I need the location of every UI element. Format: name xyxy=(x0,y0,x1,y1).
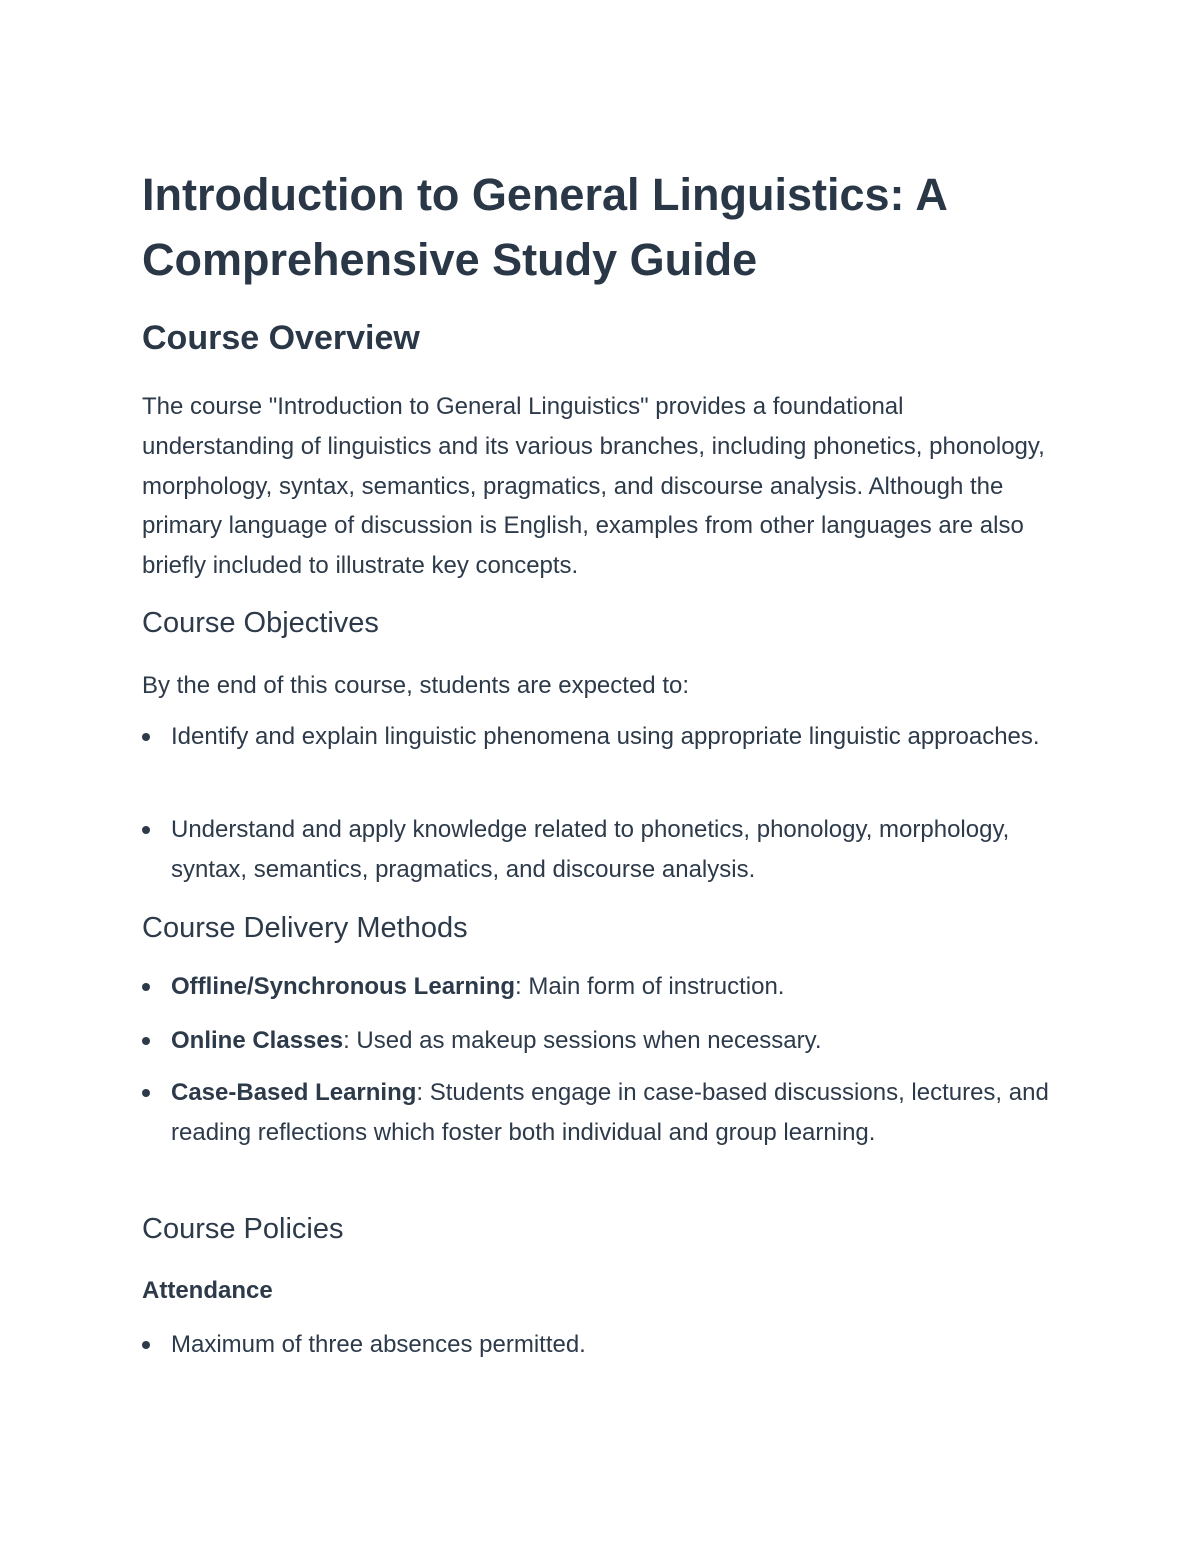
subheading-attendance: Attendance xyxy=(142,1277,273,1304)
bullet-icon xyxy=(142,1089,150,1097)
section-heading-overview: Course Overview xyxy=(142,319,420,357)
delivery-item-label: Offline/Synchronous Learning xyxy=(171,973,516,1000)
list-item xyxy=(142,1021,1052,1061)
list-item xyxy=(142,1325,1052,1365)
bullet-icon xyxy=(142,826,150,834)
objectives-intro: By the end of this course, students are expected to: xyxy=(142,672,689,699)
list-item xyxy=(142,810,1052,890)
section-heading-delivery: Course Delivery Methods xyxy=(142,912,468,944)
bullet-icon xyxy=(142,1037,150,1045)
list-item xyxy=(142,967,1052,1007)
section-heading-policies: Course Policies xyxy=(142,1213,344,1245)
document-title: Introduction to General Linguistics: A Comprehensive Study Guide xyxy=(142,169,947,285)
section-heading-objectives: Course Objectives xyxy=(142,607,379,639)
delivery-item xyxy=(171,967,1051,1007)
delivery-item-text: : Used as makeup sessions when necessary. xyxy=(343,1027,822,1054)
delivery-item-label: Online Classes xyxy=(171,1027,344,1054)
bullet-icon xyxy=(142,983,150,991)
delivery-item-text: : Students engage in case-based discussions, lectures, and reading reflections which foster both individual and group learning. xyxy=(171,1079,1049,1146)
objective-text: Identify and explain linguistic phenomena using appropriate linguistic approaches. xyxy=(171,723,1040,750)
attendance-item: Maximum of three absences permitted. xyxy=(171,1331,586,1358)
list-item xyxy=(142,1073,1052,1153)
delivery-item-label: Case-Based Learning xyxy=(171,1079,417,1106)
delivery-item xyxy=(171,1073,1051,1153)
objective-text: Understand and apply knowledge related to phonetics, phonology, morphology, syntax, semantics, pragmatics, and discourse analysis. xyxy=(171,816,1010,883)
bullet-icon xyxy=(142,733,150,741)
delivery-item-text: : Main form of instruction. xyxy=(515,973,785,1000)
list-item xyxy=(142,717,1052,757)
delivery-item xyxy=(171,1021,1051,1061)
bullet-icon xyxy=(142,1341,150,1349)
overview-paragraph: The course "Introduction to General Linguistics" provides a foundational understanding of linguistics and its various branches, including phonetics, phonology, morphology, syntax, semantics, pragmatics, and discourse analysis. Although the primary language of discussion is English, examples from other languages are also briefly included to illustrate key concepts. xyxy=(142,393,1045,580)
